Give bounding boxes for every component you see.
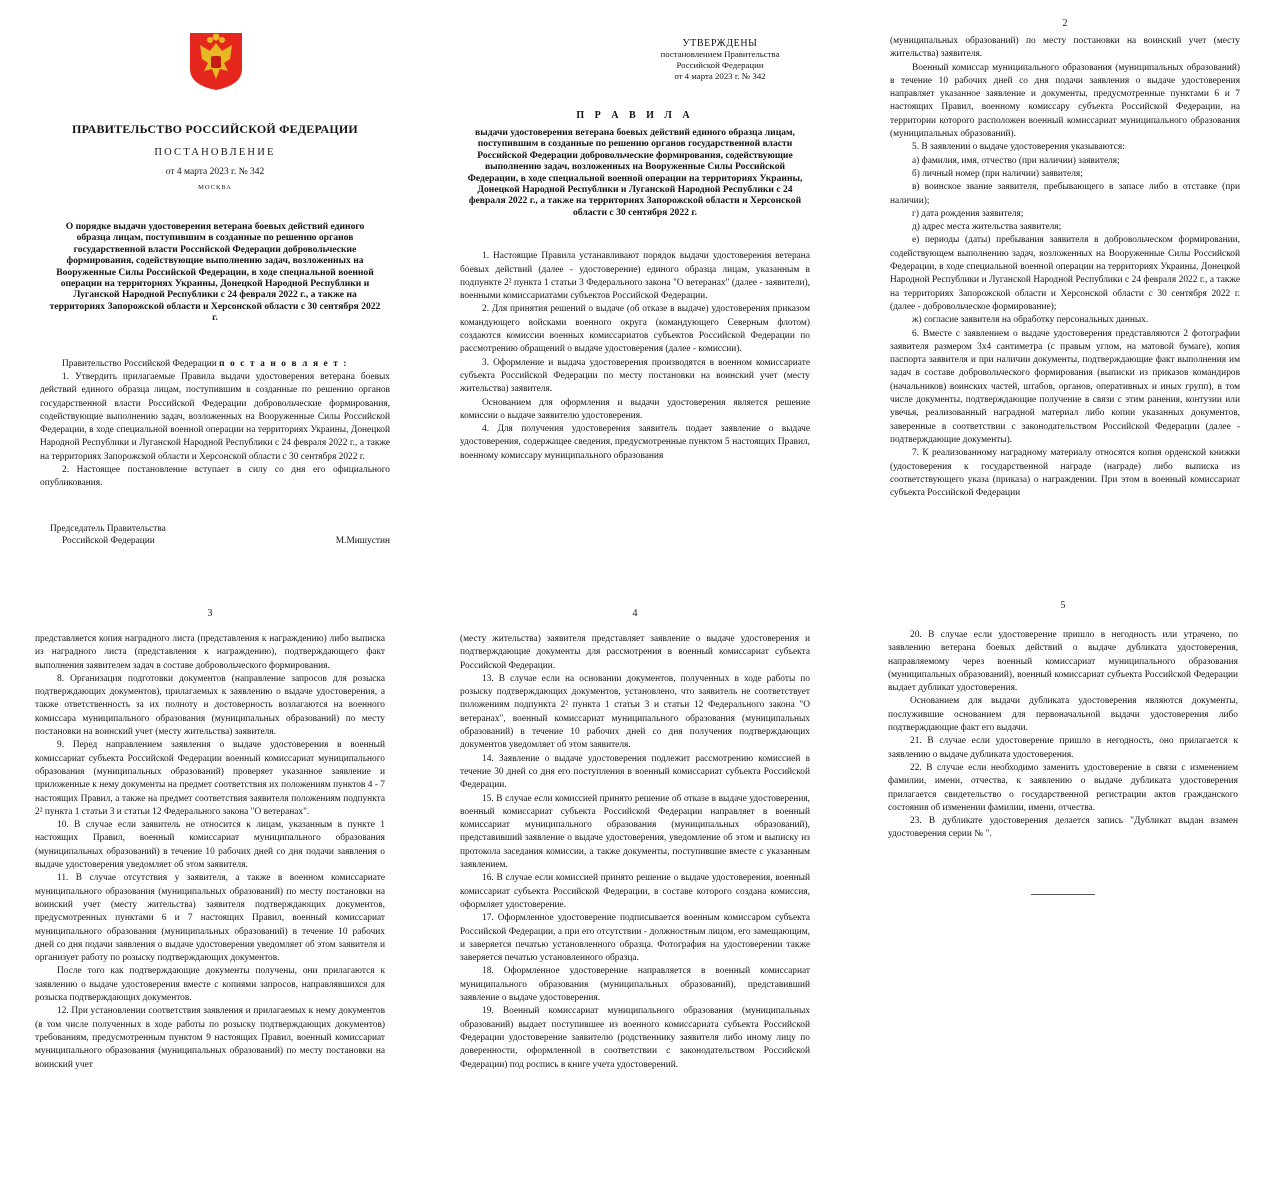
paragraph: 16. В случае если комиссией принято решение о выдаче удостоверения, военный комиссариат субъекта Российской Федерации, в составе которого создана комиссия, оформляет удостоверение. (460, 873, 810, 910)
paragraph: 6. Вместе с заявлением о выдаче удостоверения представляются 2 фотографии заявителя размером 3x4 сантиметра (с правым углом, на матовой бумаге), копия паспорта заявителя и при наличии документы, подтверждающие факт выполнения им задач в составе добровольческого формирования (выписки из приказов командиров (начальников) воинских частей, штабов, органов, оперативных и иных групп), в том числе документы, подтверждающие получение в связи с этим ранения, контузии или увечья, реализованный наградной материал либо копии указанных документов, заверенные в соответствии с законодательством Российской Федерации (далее - подтверждающие документы). (890, 328, 1240, 445)
document-page-4 (35, 608, 385, 1168)
intro-verb: п о с т а н о в л я е т : (219, 358, 349, 369)
paragraph: 14. Заявление о выдаче удостоверения подлежит рассмотрению комиссией в течение 30 дней со дня его поступления в военный комиссариат субъекта Российской Федерации. (460, 753, 810, 791)
approved-heading: УТВЕРЖДЕНЫ (682, 38, 758, 49)
paragraph: Основанием для выдачи дубликата удостоверения являются документы, послужившие основанием для первоначальной выдачи удостоверения либо подтверждающие факт его выдачи. (888, 696, 1238, 734)
signature-block (40, 523, 390, 548)
rules-subtitle: выдачи удостоверения ветерана боевых действий единого образца лицам, поступившим в созданные по решению органов государственной власти Российской Федерации добровольческие формирования, содействующие выполнению задач, возложенных на Вооруженные Силы Российской Федерации, в ходе специальной военной операции на территориях Украины, Донецкой Народной Республики и Луганской Народной Республики с 24 февраля 2022 г., а также на территориях Запорожской области и Херсонской области с 30 сентября 2022 г. (467, 127, 803, 218)
coat-of-arms-icon (188, 31, 244, 91)
paragraph: (месту жительства) заявителя представляет заявление о выдаче удостоверения и подтверждающие документы для рассмотрения в военный комиссариат субъекта Российской Федерации. (460, 634, 810, 671)
paragraph: 15. В случае если комиссией принято решение об отказе в выдаче удостоверения, военный комиссариат субъекта Российской Федерации направляет в военный комиссариат муниципального образования (муниципальных образований), представивший заявление о выдаче удостоверения, уведомление об этом и выписку из протокола заседания комиссии, а также документы, поступившие вместе с указанным заявлением. (460, 793, 810, 871)
intro-text: Правительство Российской Федерации (62, 358, 217, 369)
paragraph: 21. В случае если удостоверение пришло в негодность, оно прилагается к заявлению о выдаче дубликата удостоверения. (888, 736, 1238, 760)
paragraph: г) дата рождения заявителя; (912, 208, 1024, 219)
paragraph: 8. Организация подготовки документов (направление запросов для розыска подтверждающих документов), прилагаемых к заявлению о выдаче удостоверения, а также ответственность за их полноту и достоверность возлагаются на военного комиссара муниципального образования (муниципальных образований) по месту постановки на воинский учет (месту жительства) заявителя. (35, 673, 385, 738)
document-date: от 4 марта 2023 г. № 342 (165, 167, 265, 177)
paragraph: 23. В дубликате удостоверения делается запись "Дубликат выдан взамен удостоверения серии № ". (888, 816, 1238, 840)
paragraph: а) фамилия, имя, отчество (при наличии) заявителя; (912, 155, 1120, 166)
paragraph: Военный комиссар муниципального образования (муниципальных образований) в течение 10 рабочих дней со дня подачи заявления о выдаче удостоверения направляет указанное заявление и документы, предусмотренные пунктами 6 и 7 настоящих Правил, военному комиссару субъекта Российской Федерации, на территории которого расположен военный комиссариат муниципального образования (муниципальных образований). (890, 62, 1240, 140)
signatory-title: Российской Федерации (62, 536, 155, 547)
paragraph: 20. В случае если удостоверение пришло в негодность или утрачено, по заявлению ветерана боевых действий о выдаче дубликата удостоверения, направляемому через военный комиссариат муниципального образования (муниципальных образований), военный комиссариат субъекта Российской Федерации выдает дубликат удостоверения. (888, 630, 1238, 694)
approved-by: Российской Федерации (676, 60, 764, 70)
paragraph: 17. Оформленное удостоверение подписывается военным комиссаром субъекта Российской Федерации, а при его отсутствии - должностным лицом, его замещающим, и заверяется печатью установленного образца. Фотография на удостоверении также заверяется печатью установленного образца. (460, 913, 810, 964)
paragraph: 12. При установлении соответствия заявления и прилагаемых к нему документов (в том числе полученных в ходе работы по розыску подтверждающих документов) требованиям, предусмотренным пунктом 9 настоящих Правил, военный комиссариат муниципального образования (муниципальных образований) по месту постановки на воинский учет (35, 1006, 385, 1070)
document-title: О порядке выдачи удостоверения ветерана боевых действий единого образца лицам, поступившим в созданные по решению органов государственной власти Российской Федерации добровольческие формирования, содействующие выполнению задач, возложенных на Вооруженные Силы Российской Федерации, в ходе специальной военной операции на территориях Украины, Донецкой Народной Республики и Луганской Народной Республики с 24 февраля 2022 г., а также на территориях Запорожской области и Херсонской области с 30 сентября 2022 г. (49, 221, 381, 324)
paragraph: ж) согласие заявителя на обработку персональных данных. (912, 315, 1149, 326)
paragraph: представляется копия наградного листа (представления к награждению) либо выписка из наградного листа (представления к награждению), подтверждающего факт выполнения заявителем задач в составе добровольческого формирования. (35, 634, 385, 671)
paragraph: 3. Оформление и выдача удостоверения производятся в военном комиссариате субъекта Российской Федерации по месту постановки на воинский учет (месту жительства) заявителя. (460, 357, 810, 395)
signatory-name: М.Мишустин (335, 536, 390, 547)
paragraph: Основанием для оформления и выдачи удостоверения является решение комиссии о выдаче заявителю удостоверения. (460, 397, 810, 421)
paragraph: е) периоды (даты) пребывания заявителя в добровольческом формировании, содействующем выполнению задач, возложенных на Вооруженные Силы Российской Федерации, в ходе специальной военной операции на территориях Украины, Донецкой Народной Республики и Луганской Народной Республики с 24 февраля 2022 г., а также на территориях Запорожской области и Херсонской области с 30 сентября 2022 г. (далее - добровольческое формирование); (890, 235, 1240, 312)
page-number: 5 (1060, 600, 1066, 611)
paragraph: 11. В случае отсутствия у заявителя, а также в военном комиссариате муниципального образования (муниципальных образований) по месту постановки на воинский учет (месту жительства) заявителя подтверждающих документов, предусмотренных пунктами 6 и 7 настоящих Правил, военный комиссариат муниципального образования (муниципальных образований) в течение 10 рабочих дней со дня подачи заявления о выдаче удостоверения уведомляет об этом заявителя и организует работу по розыску подтверждающих документов. (35, 873, 385, 964)
document-page-2 (460, 18, 810, 578)
paragraph: д) адрес места жительства заявителя; (912, 222, 1062, 233)
rules-title: П Р А В И Л А (576, 110, 694, 121)
paragraph: 9. Перед направлением заявления о выдаче удостоверения в военный комиссариат субъекта Российской Федерации военный комиссариат муниципального образования (муниципальных образований) проверяет указанное заявление и приложенные к нему документы на предмет соответствия их положениям пунктов 4 - 7 настоящих Правил, а также на предмет соответствия заявителя положениям подпункта 2² пункта 1 статьи 3 и статьи 12 Федерального закона "О ветеранах". (35, 740, 385, 817)
paragraph: 1. Утвердить прилагаемые Правила выдачи удостоверения ветерана боевых действий единого образца лицам, поступившим в созданные по решению органов государственной власти Российской Федерации добровольческие формирования, содействующие выполнению задач, возложенных на Вооруженные Силы Российской Федерации, в ходе специальной военной операции на территориях Украины, Донецкой Народной Республики и Луганской Народной Республики с 24 февраля 2022 г., а также на территориях Запорожской области и Херсонской области с 30 сентября 2022 г. (40, 371, 390, 462)
document-page-6 (888, 600, 1238, 900)
intro-paragraph (40, 358, 390, 371)
page-number: 3 (207, 608, 213, 619)
end-rule (1031, 894, 1095, 895)
paragraph: После того как подтверждающие документы получены, они прилагаются к заявлению о выдаче удостоверения вместе с копиями запросов, направлявшихся для розыска подтверждающих документов. (35, 966, 385, 1004)
document-type: ПОСТАНОВЛЕНИЕ (154, 147, 276, 158)
page-number: 4 (632, 608, 638, 619)
paragraph: 22. В случае если необходимо заменить удостоверение в связи с изменением фамилии, имени, отчества, к заявлению о выдаче дубликата удостоверения прилагается свидетельство о государственной регистрации актов гражданского состояния об изменении фамилии, имени, отчества. (888, 762, 1238, 813)
signatory-title: Председатель Правительства (50, 523, 166, 534)
approval-stamp (640, 38, 800, 82)
document-page-5 (460, 608, 810, 1168)
approved-date: от 4 марта 2023 г. № 342 (674, 71, 766, 81)
paragraph: 4. Для получения удостоверения заявитель подает заявление о выдаче удостоверения, содержащее сведения, предусмотренные пунктом 5 настоящих Правил, военному комиссару муниципального образования (460, 424, 810, 461)
paragraph: 2. Настоящее постановление вступает в силу со дня его официального опубликования. (40, 465, 390, 489)
paragraph: 5. В заявлении о выдаче удостоверения указываются: (912, 142, 1125, 153)
government-name: ПРАВИТЕЛЬСТВО РОССИЙСКОЙ ФЕДЕРАЦИИ (72, 122, 358, 136)
document-page-1 (40, 18, 390, 578)
paragraph: б) личный номер (при наличии) заявителя; (912, 168, 1083, 179)
page-number: 2 (1062, 18, 1068, 29)
paragraph: 7. К реализованному наградному материалу относятся копия орденской книжки (удостоверения к государственной награде (награде) либо выписка из соответствующего указа (приказа) о награждении. При этом в военный комиссариат субъекта Российской Федерации (890, 448, 1240, 499)
document-page-3 (890, 18, 1240, 578)
paragraph: в) воинское звание заявителя, пребывающего в запасе либо в отставке (при наличии); (890, 182, 1240, 206)
paragraph: 10. В случае если заявитель не относится к лицам, указанным в пункте 1 настоящих Правил, военный комиссариат муниципального образования (муниципальных образований) в течение 10 рабочих дней со дня подачи заявления о выдаче удостоверения уведомляет об этом заявителя. (35, 820, 385, 871)
paragraph: 13. В случае если на основании документов, полученных в ходе работы по розыску подтверждающих документов, установлено, что заявитель не соответствует положениям подпункта 2² пункта 1 статьи 3 и статьи 12 Федерального закона "О ветеранах", военный комиссариат муниципального образования (муниципальных образований) в течение 10 рабочих дней со дня получения подтверждающих документов уведомляет об этом заявителя. (460, 673, 810, 751)
city: МОСКВА (198, 184, 232, 191)
paragraph: 1. Настоящие Правила устанавливают порядок выдачи удостоверения ветерана боевых действий (далее - удостоверение) единого образца лицам, указанным в подпункте 2² пункта 1 статьи 3 Федерального закона "О ветеранах" (далее - заявители), военными комиссариатами субъектов Российской Федерации. (460, 251, 810, 302)
paragraph: 18. Оформленное удостоверение направляется в военный комиссариат муниципального образования (муниципальных образований), представивший заявление о выдаче удостоверения. (460, 966, 810, 1004)
approved-by: постановлением Правительства (660, 49, 780, 59)
paragraph: (муниципальных образований) по месту постановки на воинский учет (месту жительства) заявителя. (890, 36, 1240, 60)
paragraph: 2. Для принятия решений о выдаче (об отказе в выдаче) удостоверения приказом командующего войсками военного округа (командующего Северным флотом) создаются комиссии военных комиссариатов субъектов Российской Федерации по рассмотрению обращений о выдаче удостоверения (далее - комиссии). (460, 304, 810, 355)
paragraph: 19. Военный комиссариат муниципального образования (муниципальных образований) выдает поступившее из военного комиссариата субъекта Российской Федерации удостоверение заявителю (родственнику заявителя либо иному лицу по доверенности, оформленной в соответствии с законодательством Российской Федерации) под роспись в книге учета удостоверений. (460, 1006, 810, 1070)
